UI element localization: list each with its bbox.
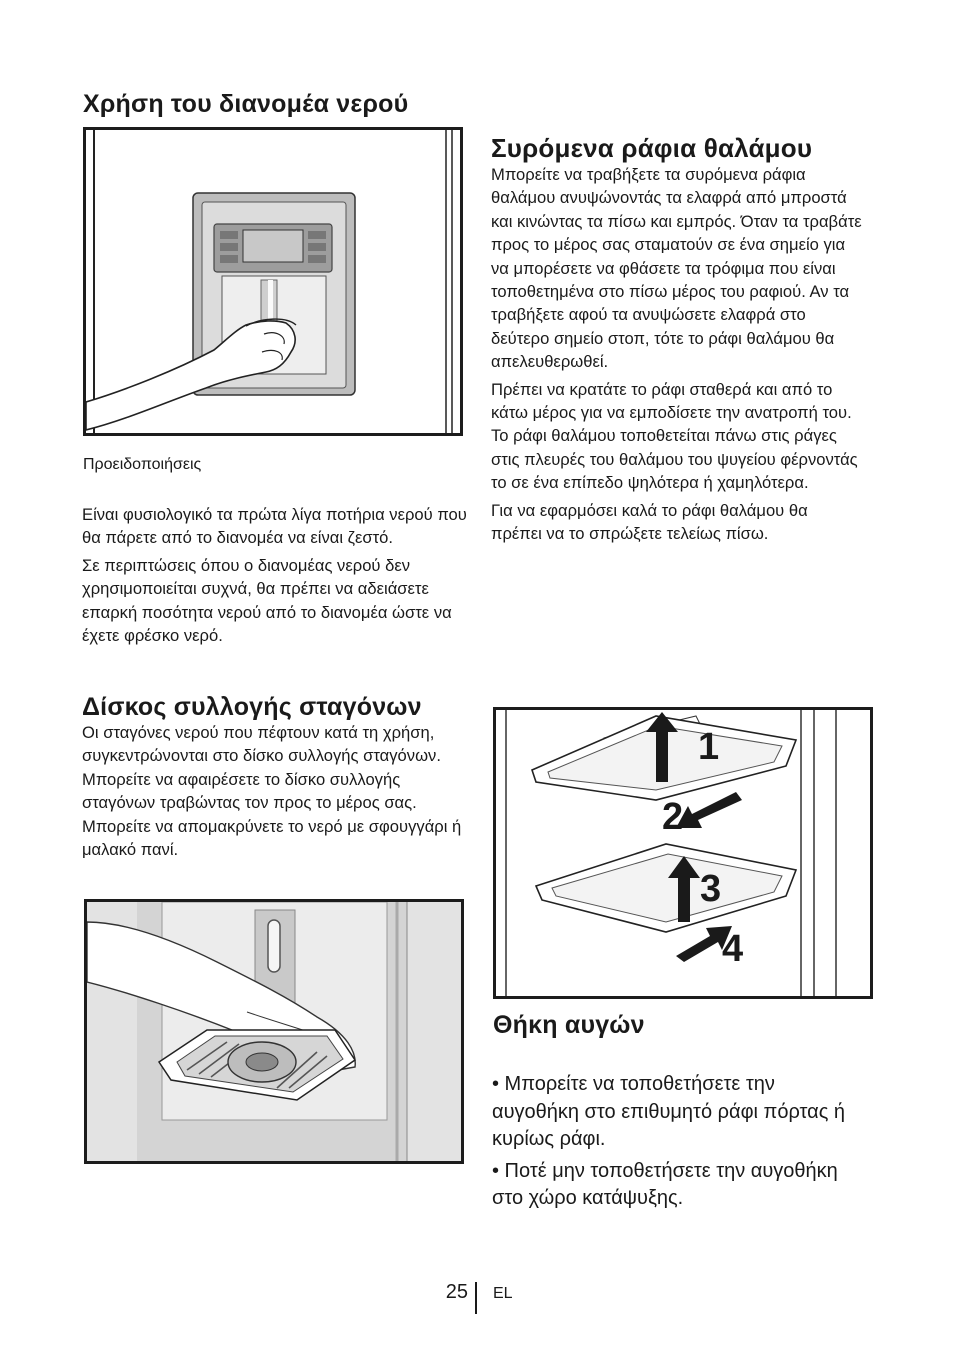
shelves-title: Συρόμενα ράφια θαλάμου <box>491 133 813 163</box>
dispenser-title: Χρήση του διανομέα νερού <box>83 90 409 118</box>
drip-tray-text <box>82 721 462 865</box>
egg-holder-title: Θήκη αυγών <box>493 1011 645 1039</box>
shelves-text <box>491 163 863 550</box>
dispenser-text <box>82 503 467 651</box>
dispenser-paragraph: Είναι φυσιολογικό τα πρώτα λίγα ποτήρια νερού που θα πάρετε από το διανομέα να είναι ζεστό. <box>82 505 467 548</box>
warnings-heading: Προειδοποιήσεις <box>83 456 202 473</box>
egg-holder-bullet: • Ποτέ μην τοποθετήσετε την αυγοθήκη στο χώρο κατάψυξης. <box>492 1159 838 1209</box>
step-label-1: 1 <box>698 726 720 768</box>
step-label-3: 3 <box>700 868 722 910</box>
step-label-2: 2 <box>662 796 684 838</box>
shelves-illustration <box>493 707 873 999</box>
page-number: 25 <box>445 1281 468 1303</box>
drip-tray-paragraph: Οι σταγόνες νερού που πέφτουν κατά τη χρήση, συγκεντρώνονται στο δίσκο συλλογής σταγόνων. Μπορείτε να αφαιρέσετε το δίσκο συλλογής σταγόνων τραβώντας τον προς το μέρος σας. Μπορείτε να απομακρύνετε το νερό με σφουγγάρι ή μαλακό πανί. <box>82 723 462 860</box>
shelves-paragraph: Μπορείτε να τραβήξετε τα συρόμενα ράφια θαλάμου ανυψώνοντάς τα ελαφρά από μπροστά και κινώντας τα πίσω και εμπρός. Όταν τα τραβάτε προς το μέρος σας σταματούν σε ένα σημείο για να μπορέσετε να φθάσετε τα τρόφιμα που είναι τοποθετημένα στο πίσω μέρος του ραφιού. Αν τα τραβήξετε αφού τα ανυψώσετε ελαφρά στο δεύτερο σημείο στοπ, τότε το ράφι θαλάμου θα απελευθερωθεί. <box>491 165 862 372</box>
egg-holder-list <box>492 1071 864 1217</box>
drip-tray-illustration <box>84 899 464 1164</box>
footer-divider <box>475 1282 477 1314</box>
dispenser-paragraph: Σε περιπτώσεις όπου ο διανομέας νερού δεν χρησιμοποιείται συχνά, θα πρέπει να αδειάσετε επαρκή ποσότητα νερού από το διανομέα ώστε να έχετε φρέσκο νερό. <box>82 555 452 646</box>
shelves-paragraph: Πρέπει να κρατάτε το ράφι σταθερά και από το κάτω μέρος για να εμποδίσετε την ανατροπή του. Το ράφι θαλάμου τοποθετείται πάνω στις ράγες στις πλευρές του θαλάμου του ψυγείου φέρνοντάς το σε ένα επίπεδο ψηλότερα ή χαμηλότερα. <box>491 379 858 493</box>
language-code: EL <box>493 1285 513 1302</box>
step-label-4: 4 <box>722 928 744 970</box>
shelves-paragraph: Για να εφαρμόσει καλά το ράφι θαλάμου θα πρέπει να το σπρώξετε τελείως πίσω. <box>491 500 808 544</box>
dispenser-illustration <box>83 127 463 436</box>
egg-holder-bullet: • Μπορείτε να τοποθετήσετε την αυγοθήκη στο επιθυμητό ράφι πόρτας ή κυρίως ράφι. <box>492 1073 846 1150</box>
drip-tray-title: Δίσκος συλλογής σταγόνων <box>82 693 422 721</box>
